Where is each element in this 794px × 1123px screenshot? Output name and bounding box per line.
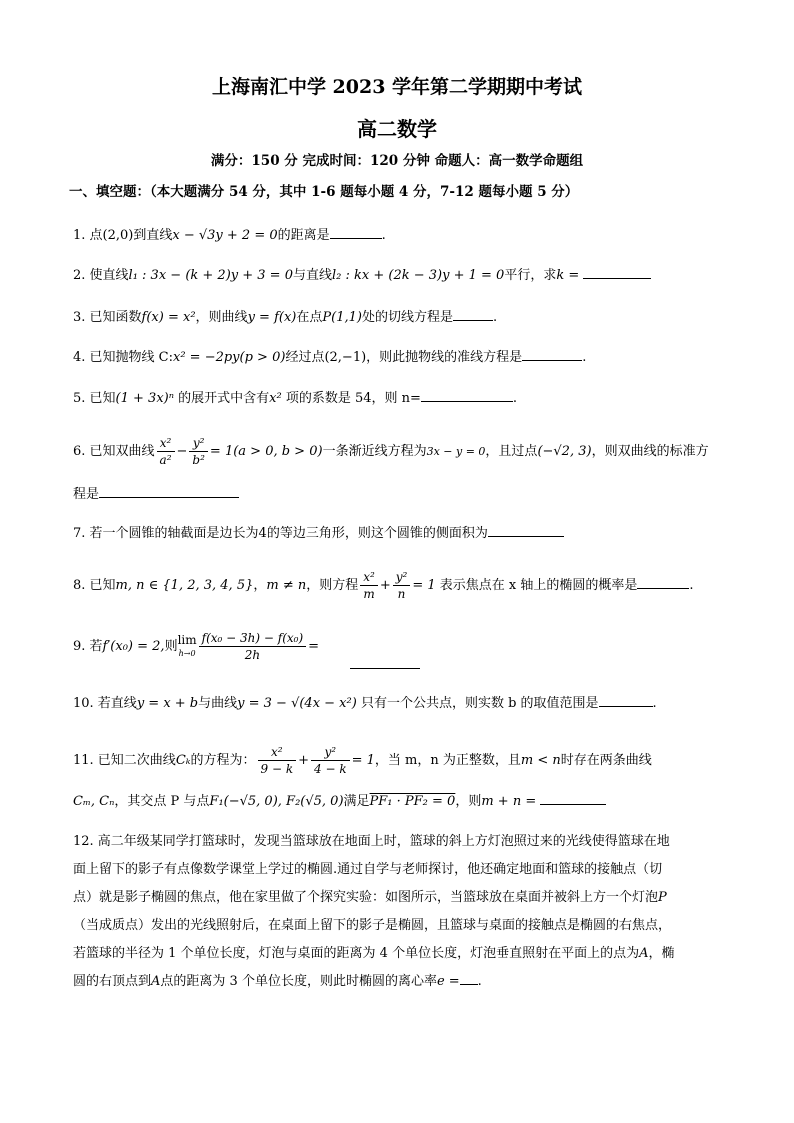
subject-title: 高二数学 [357,117,437,141]
question-12: 12. 高二年级某同学打篮球时，发现当篮球放在地面上时，篮球的斜上方灯泡照过来的光线使得篮球在地 面上留下的影子有点像数学课堂上学过的椭圆.通过自学与老师探讨，他还确定地面和篮球的接触点（切 点）就是影子椭圆的焦点，他在家里做了个探究实验：如图所示，当篮球放在桌面并被斜上方一个灯泡P （当成质点）发出的光线照射后，在桌面上留下的影子是椭圆，且篮球与桌面的接触点是椭圆的右焦点， 若篮球的半径为 1 个单位长度，灯泡与桌面的距离为 4 个单位长度，灯泡垂直照射在平面上的点为A，椭 圆的右顶点到A点的距离为 3 个单位长度，则此时椭圆的离心率e = . [73,834,675,989]
answer-blank[interactable] [637,574,689,589]
answer-blank[interactable] [488,522,564,537]
question-9-blank-line [350,654,420,676]
question-8: 8. 已知m, n ∈ {1, 2, 3, 4, 5}，m ≠ n，则方程 $\frac{\text{x²}}{m}$ + $\frac{\text{y²}}{n}$ = 1 表示焦点在 x 轴上的椭圆的概率是 . [73,570,694,601]
question-9: 9. 若f′(x₀) = 2,则lim h→0 $\frac{\text{f(x₀ − 3h) − f(x₀)}}{2h}$ = [73,631,320,662]
question-5: 5. 已知(1 + 3x)ⁿ 的展开式中含有x² 项的系数是 54，则 n= . [73,387,517,409]
answer-blank[interactable] [522,346,582,361]
question-10: 10. 若直线y = x + b与曲线y = 3 − √(4x − x²) 只有一个公共点，则实数 b 的取值范围是 . [73,692,657,714]
question-4: 4. 已知抛物线 C:x² = −2py(p > 0)经过点(2,−1)，则此抛物线的准线方程是 . [73,346,586,368]
answer-blank[interactable] [599,692,653,707]
answer-blank[interactable] [421,387,513,402]
question-11-line-2: Cₘ, Cₙ，其交点 P 与点F₁(−√5, 0), F₂(√5, 0)满足PF₁ · PF₂ = 0，则m + n = [73,790,606,812]
question-6-line-2: 程是 [73,483,239,505]
limit: lim h→0 [177,632,197,658]
question-7: 7. 若一个圆锥的轴截面是边长为4的等边三角形，则这个圆锥的侧面积为 [73,522,564,544]
question-11: 11. 已知二次曲线Cₖ的方程为： $\frac{\text{x²}}{9 - k}$ + $\frac{\text{y²}}{4 - k}$ = 1，当 m，n 为正整数，且m < n时存在两条曲线 [73,745,652,776]
answer-blank[interactable] [460,970,478,985]
fraction: $\frac{\text{y²}}{n}$ [393,569,411,602]
answer-blank[interactable] [99,483,239,498]
answer-blank[interactable] [350,654,420,669]
fraction: $\frac{\text{x²}}{9 - k}$ [258,744,297,777]
fraction: $\frac{\text{y²}}{4 - k}$ [311,744,350,777]
exam-info: 满分：150 分 完成时间：120 分钟 命题人：高一数学命题组 [210,153,584,169]
question-2: 2. 使直线l₁ : 3x − (k + 2)y + 3 = 0与直线l₂ : kx + (2k − 3)y + 1 = 0平行，求k = [73,264,651,286]
fraction: $\frac{\text{x²}}{m}$ [360,569,378,602]
answer-blank[interactable] [453,306,493,321]
answer-blank[interactable] [583,264,651,279]
section-heading: 一、填空题：（本大题满分 54 分，其中 1-6 题每小题 4 分，7-12 题每小题 5 分） [69,184,579,200]
question-1: 1. 点(2,0)到直线x − √3y + 2 = 0的距离是 . [73,224,386,246]
fraction: $\frac{\text{x²}}{\text{a²}}$ [157,435,175,468]
answer-blank[interactable] [330,224,382,239]
fraction: $\frac{\text{f(x₀ − 3h) − f(x₀)}}{2h}$ [199,630,307,663]
answer-blank[interactable] [540,790,606,805]
fraction: $\frac{\text{y²}}{\text{b²}}$ [189,435,208,468]
exam-title: 上海南汇中学 2023 学年第二学期期中考试 [211,76,583,98]
question-3: 3. 已知函数f(x) = x²，则曲线y = f(x)在点P(1,1)处的切线方程是 . [73,306,497,328]
question-6: 6. 已知双曲线 $\frac{\text{x²}}{\text{a²}}$ − $\frac{\text{y²}}{\text{b²}}$ = 1(a > 0, b > 0)一条渐近线方程为3x − y = 0，且过点(−√2, 3)，则双曲线的标准方 [73,436,709,467]
